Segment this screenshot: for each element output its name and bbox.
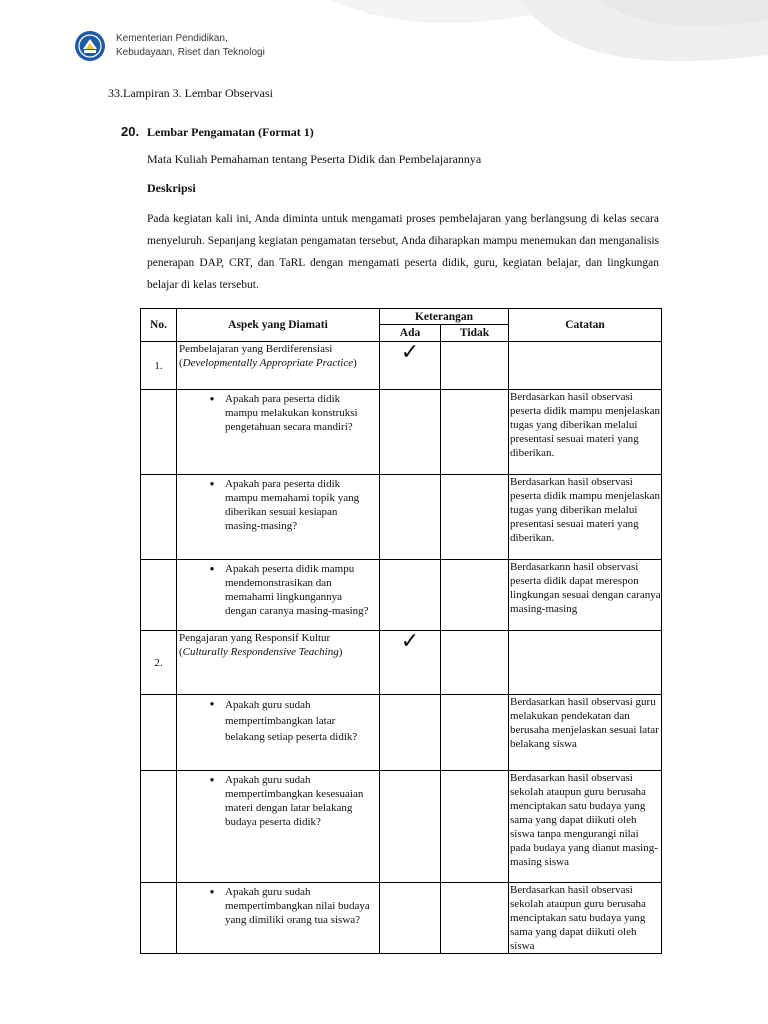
header-ada: Ada (380, 325, 441, 342)
aspect-group-title (177, 631, 380, 695)
tidak-cell (441, 342, 509, 390)
observation-table (140, 308, 662, 954)
tut-wuri-handayani-logo-icon (74, 30, 106, 62)
row-number: 1. (141, 342, 177, 390)
table-row (141, 883, 662, 954)
ministry-line-2: Kebudayaan, Riset dan Teknologi (116, 47, 265, 58)
aspect-question: Apakah peserta didik mampu mendemonstrasikan dan memahami lingkungannya dengan caranya masing-masing? (225, 563, 369, 617)
table-row (141, 695, 662, 771)
bullet-icon: ● (209, 564, 215, 573)
tidak-cell (441, 390, 509, 475)
tidak-cell (441, 560, 509, 631)
bullet-icon: ● (209, 887, 215, 896)
observation-note: Berdasarkan hasil observasi sekolah ataupun guru berusaha menciptakan satu budaya yang sama yang dapat diikuti oleh siswa tanpa mengurangi nilai pada budaya yang dianut masing-masing siswa (509, 771, 662, 883)
header-aspect: Aspek yang Diamati (177, 309, 380, 342)
bullet-icon: ● (209, 394, 215, 403)
ministry-name (116, 32, 265, 60)
observation-note: Berdasarkan hasil observasi peserta didik mampu menjelaskan tugas yang diberikan melalui presentasi sesuai materi yang diberikan. (509, 390, 662, 475)
row-number: 2. (141, 631, 177, 695)
worksheet-heading (121, 125, 314, 139)
aspect-item (177, 883, 380, 954)
section-number: 33. (108, 86, 123, 100)
ada-cell (380, 475, 441, 560)
aspect-title: Pembelajaran yang Berdiferensiasi (179, 343, 333, 355)
ministry-header (74, 30, 265, 62)
worksheet-title: Lembar Pengamatan (Format 1) (147, 125, 314, 139)
bullet-icon: ● (209, 699, 215, 708)
table-row (141, 631, 662, 695)
aspect-question: Apakah guru sudah mempertimbangkan kesesuaian materi dengan latar belakang budaya peserta didik? (225, 774, 364, 828)
header-no: No. (141, 309, 177, 342)
section-heading (108, 86, 273, 100)
row-number (141, 390, 177, 475)
table-row (141, 342, 662, 390)
table-row (141, 771, 662, 883)
tidak-cell (441, 695, 509, 771)
aspect-item (177, 695, 380, 771)
row-number (141, 560, 177, 631)
aspect-paren-close: ) (353, 357, 357, 369)
ada-cell (380, 695, 441, 771)
aspect-italic-term: Culturally Respondensive Teaching (182, 646, 339, 658)
aspect-paren-close: ) (338, 646, 343, 658)
aspect-question: Apakah guru sudah mempertimbangkan latar belakang setiap peserta didik? (225, 699, 358, 743)
check-mark-ada: ✓ (380, 342, 441, 390)
note-cell (509, 631, 662, 695)
worksheet-number: 20. (121, 124, 140, 139)
aspect-italic-term: Developmentally Appropriate Practice (182, 357, 354, 369)
row-number (141, 695, 177, 771)
aspect-item (177, 560, 380, 631)
course-name: Mata Kuliah Pemahaman tentang Peserta Didik dan Pembelajarannya (147, 152, 482, 166)
observation-note: Berdasarkan hasil observasi peserta didik mampu menjelaskan tugas yang diberikan melalui presentasi sesuai materi yang diberikan. (509, 475, 662, 560)
row-number (141, 475, 177, 560)
aspect-group-title (177, 342, 380, 390)
row-number (141, 883, 177, 954)
observation-note: Berdasarkann hasil observasi peserta didik dapat merespon lingkungan sesuai dengan caranya masing-masing (509, 560, 662, 631)
aspect-paren-open: ( (179, 646, 183, 658)
header-catatan: Catatan (509, 309, 662, 342)
tidak-cell (441, 771, 509, 883)
ada-cell (380, 390, 441, 475)
aspect-question: Apakah para peserta didik mampu melakukan konstruksi pengetahuan secara mandiri? (225, 393, 358, 433)
table-row (141, 560, 662, 631)
tidak-cell (441, 631, 509, 695)
aspect-item (177, 390, 380, 475)
aspect-item (177, 475, 380, 560)
ada-cell (380, 560, 441, 631)
observation-note: Berdasarkan hasil observasi guru melakukan pendekatan dan berusaha menjelaskan sesuai latar belakang siswa (509, 695, 662, 771)
table-row (141, 475, 662, 560)
aspect-question: Apakah guru sudah mempertimbangkan nilai budaya yang dimiliki orang tua siswa? (225, 886, 370, 926)
table-row (141, 390, 662, 475)
bullet-icon: ● (209, 479, 215, 488)
tidak-cell (441, 883, 509, 954)
tidak-cell (441, 475, 509, 560)
bullet-icon: ● (209, 775, 215, 784)
observation-note: Berdasarkan hasil observasi sekolah ataupun guru berusaha menciptakan satu budaya yang sama yang dapat diikuti oleh siswa (509, 883, 662, 954)
ada-cell (380, 883, 441, 954)
description-heading: Deskripsi (147, 181, 196, 195)
ada-cell (380, 771, 441, 883)
header-keterangan: Keterangan (380, 309, 509, 325)
check-mark-ada: ✓ (380, 631, 441, 695)
description-text: Pada kegiatan kali ini, Anda diminta untuk mengamati proses pembelajaran yang berlangsung di kelas secara menyeluruh. Sepanjang kegiatan pengamatan tersebut, Anda diharapkan mampu menemukan dan menganalisis penerapan DAP, CRT, dan TaRL dengan mengamati peserta didik, guru, kegiatan belajar, dan lingkungan belajar di kelas tersebut. (147, 213, 659, 291)
aspect-question: Apakah para peserta didik mampu memahami topik yang diberikan sesuai kesiapan masing-masing? (225, 478, 360, 532)
aspect-paren-open: ( (179, 357, 183, 369)
aspect-item (177, 771, 380, 883)
aspect-title: Pengajaran yang Responsif Kultur (179, 632, 331, 644)
header-tidak: Tidak (441, 325, 509, 342)
ministry-line-1: Kementerian Pendidikan, (116, 33, 228, 44)
section-title: Lampiran 3. Lembar Observasi (123, 86, 273, 100)
row-number (141, 771, 177, 883)
note-cell (509, 342, 662, 390)
